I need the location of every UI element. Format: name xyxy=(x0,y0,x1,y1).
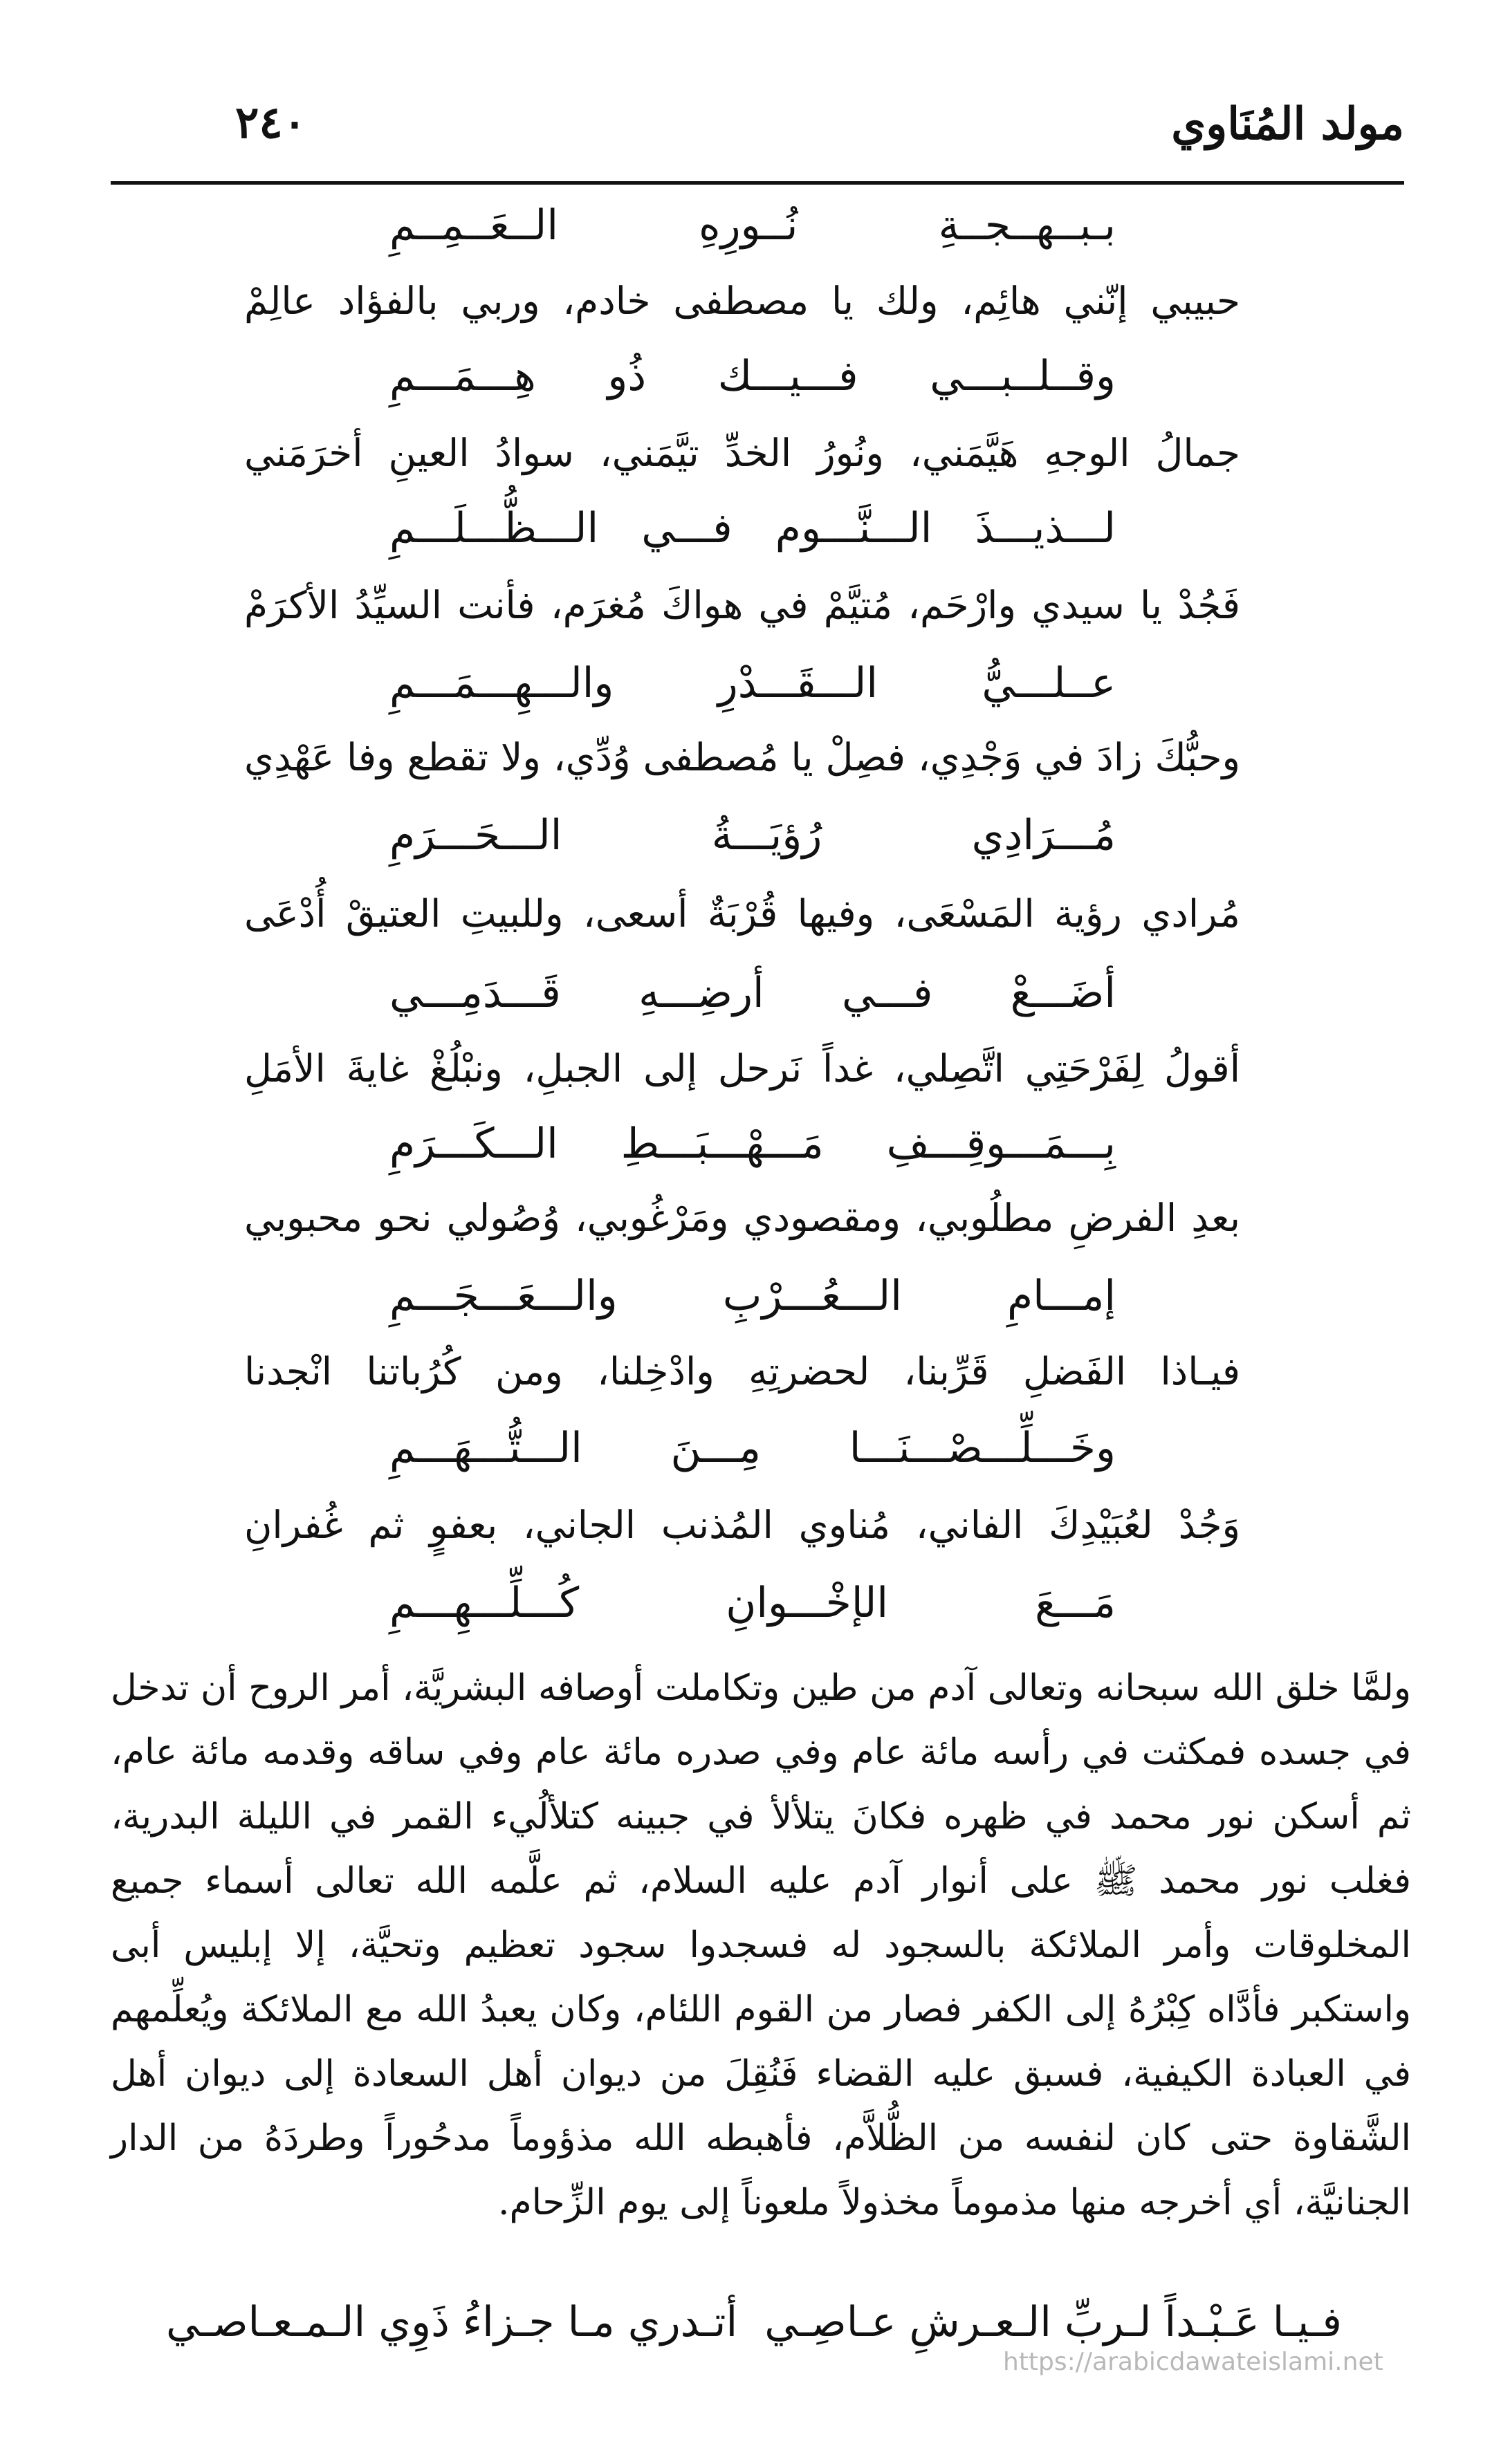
poem-refrain: عــلـــيُّ الـــقَـــدْرِ والـــهِـــمَـــمِ xyxy=(389,659,1116,707)
page-header xyxy=(111,83,1404,173)
poem-verse: أقولُ لِفَرْحَتِي اتَّصِلي، غداً نَرحل إلى الجبلِ، ونبْلُغْ غايةَ الأمَلِ xyxy=(244,1046,1240,1091)
poem-refrain: وقــلــبـــي فـــيـــك ذُو هِـــمَـــمِ xyxy=(389,352,1116,400)
poem-verse: فَجُدْ يا سيدي وارْحَم، مُتيَّمْ في هواكَ مُغرَم، فأنت السيِّدُ الأكرَمْ xyxy=(244,583,1240,627)
site-watermark: https://arabicdawateislami.net xyxy=(1003,2348,1383,2376)
poem-verse: جمالُ الوجهِ هَيَّمَني، ونُورُ الخدِّ تيَّمَني، سوادُ العينِ أخرَمَني xyxy=(244,431,1240,475)
poem-refrain: بـبــهــجــةِ نُــورِهِ الــعَــمِــمِ xyxy=(389,201,1116,250)
poem-refrain: لـــذيـــذَ الـــنَّـــوم فـــي الـــظُّـــلَـــمِ xyxy=(389,504,1116,553)
poem-verse: بعدِ الفرضِ مطلُوبي، ومقصودي ومَرْغُوبي، وُصُولي نحو محبوبي xyxy=(244,1196,1240,1240)
poem-refrain: وخَـــلِّـــصْـــنَـــا مِـــنَ الـــتُّـــهَـــمِ xyxy=(389,1424,1116,1472)
closing-verse-first-hemistich: فـيـا عَـبْـداً لـربِّ الـعـرشِ عـاصِـي xyxy=(764,2298,1342,2346)
poem-refrain: مُـــرَادِي رُؤيَـــةُ الـــحَـــرَمِ xyxy=(389,811,1116,860)
poem-refrain: أضَـــعْ فـــي أرضِـــهِ قَـــدَمِـــي xyxy=(389,969,1116,1017)
poem-verse: حبيبي إنّني هائِم، ولك يا مصطفى خادم، وربي بالفؤاد عالِمْ xyxy=(244,279,1240,323)
poem-refrain: بِـــمَـــوقِـــفِ مَـــهْـــبَـــطِ الـــكَـــرَمِ xyxy=(389,1120,1116,1168)
poem-verse: وَجُدْ لعُبَيْدِكَ الفاني، مُناوي المُذنب الجاني، بعفوٍ ثم غُفرانِ xyxy=(244,1503,1240,1547)
running-title: مولد المُنَاوي xyxy=(1171,98,1404,150)
poem-verse: وحبُّكَ زادَ في وَجْدِي، فصِلْ يا مُصطفى وُدِّي، ولا تقطع وفا عَهْدِي xyxy=(244,735,1240,779)
poem-verse: فيـاذا الفَضلِ قَرِّبنا، لحضرتِهِ وادْخِلنا، ومن كُرُباتنا انْجدنا xyxy=(244,1349,1240,1393)
header-divider xyxy=(111,181,1404,185)
poem-verse: مُرادي رؤية المَسْعَى، وفيها قُرْبَةٌ أسعى، وللبيتِ العتيقْ أُدْعَى xyxy=(244,891,1240,936)
poem-refrain: مَـــعَ الإخْـــوانِ كُـــلِّـــهِـــمِ xyxy=(389,1579,1116,1627)
page-number: ٢٤٠ xyxy=(235,97,307,149)
prose-paragraph: ولمَّا خلق الله سبحانه وتعالى آدم من طين وتكاملت أوصافه البشريَّة، أمر الروح أن تدخل في جسده فمكثت في رأسه مائة عام وفي صدره مائة عام وفي ساقه وقدمه مائة عام، ثم أسكن نور محمد في ظهره فكانَ يتلألأ في جبينه كتلألُيء القمر في الليلة البدرية، فغلب نور محمد ﷺ على أنوار آدم عليه السلام، ثم علَّمه الله تعالى أسماء جميع المخلوقات وأمر الملائكة بالسجود له فسجدوا سجود تعظيم وتحيَّة، إلا إبليس أبى واستكبر فأدَّاه كِبْرُهُ إلى الكفر فصار من القوم اللئام، وكان يعبدُ الله مع الملائكة ويُعلِّمهم في العبادة الكيفية، فسبق عليه القضاء فَنُقِلَ من ديوان أهل السعادة إلى ديوان أهل الشَّقاوة حتى كان لنفسه من الظُّلاَّم، فأهبطه الله مذؤوماً مدحُوراً وطردَهُ من الدار الجنانيَّة، أي أخرجه منها مذموماً مخذولاً ملعوناً إلى يوم الزِّحام. xyxy=(111,1667,1411,2223)
poem-refrain: إمـــامِ الـــعُـــرْبِ والـــعَـــجَـــمِ xyxy=(389,1272,1116,1320)
closing-verse-second-hemistich: أتـدري مـا جـزاءُ ذَوِي الـمـعـاصـي xyxy=(166,2298,738,2346)
